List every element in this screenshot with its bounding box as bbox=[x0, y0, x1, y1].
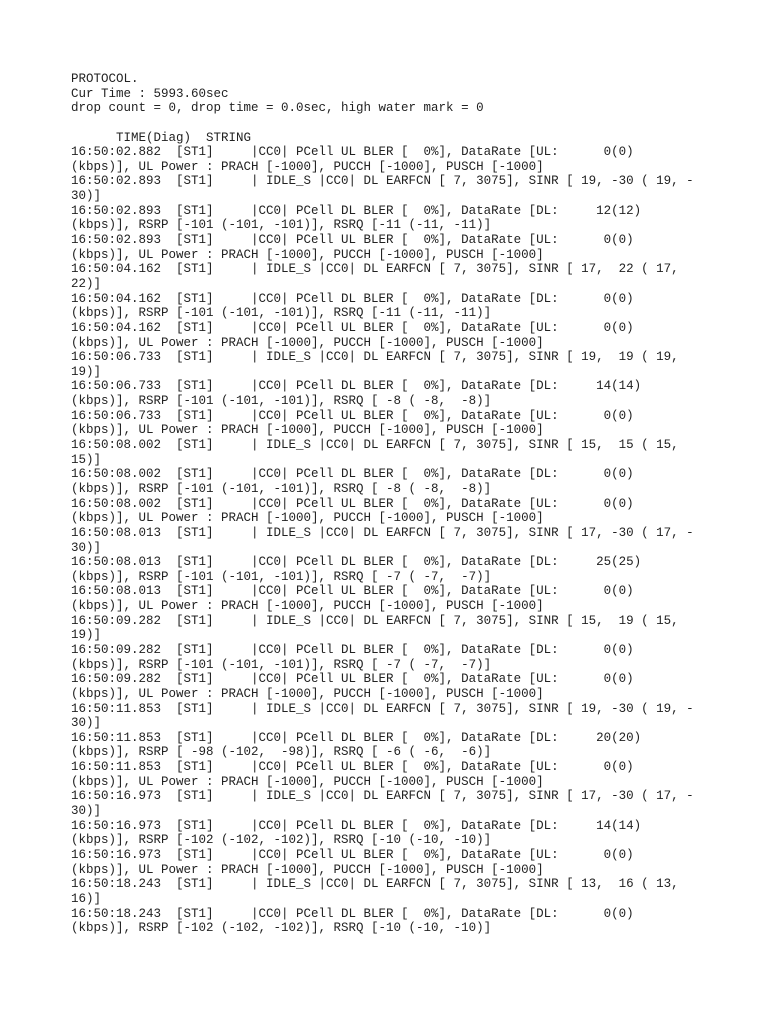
log-line: (kbps)], UL Power : PRACH [-1000], PUCCH [-1000], PUSCH [-1000] bbox=[71, 511, 544, 526]
log-line: (kbps)], UL Power : PRACH [-1000], PUCCH [-1000], PUSCH [-1000] bbox=[71, 335, 544, 350]
log-line: 16:50:02.893 [ST1] |CC0| PCell UL BLER [ 0%], DataRate [UL: 0(0) bbox=[71, 233, 634, 248]
log-line: 16:50:08.002 [ST1] | IDLE_S |CC0| DL EARFCN [ 7, 3075], SINR [ 15, 15 ( 15, bbox=[71, 438, 679, 453]
log-line: (kbps)], UL Power : PRACH [-1000], PUCCH [-1000], PUSCH [-1000] bbox=[71, 423, 544, 438]
cur-time-line: Cur Time : 5993.60sec bbox=[71, 86, 229, 101]
log-line: 30)] bbox=[71, 540, 102, 555]
log-line: 16:50:09.282 [ST1] |CC0| PCell DL BLER [ 0%], DataRate [DL: 0(0) bbox=[71, 642, 634, 657]
document-title: PROTOCOL. bbox=[71, 72, 139, 86]
log-line: (kbps)], RSRP [-101 (-101, -101)], RSRQ [-11 (-11, -11)] bbox=[71, 218, 492, 233]
log-line: 16:50:16.973 [ST1] | IDLE_S |CC0| DL EARFCN [ 7, 3075], SINR [ 17, -30 ( 17, - bbox=[71, 789, 694, 804]
log-line: 16:50:02.893 [ST1] |CC0| PCell DL BLER [ 0%], DataRate [DL: 12(12) bbox=[71, 203, 642, 218]
log-line: 16:50:08.013 [ST1] | IDLE_S |CC0| DL EARFCN [ 7, 3075], SINR [ 17, -30 ( 17, - bbox=[71, 525, 694, 540]
log-line: 16:50:11.853 [ST1] |CC0| PCell UL BLER [ 0%], DataRate [UL: 0(0) bbox=[71, 760, 634, 775]
log-line: 16:50:16.973 [ST1] |CC0| PCell UL BLER [ 0%], DataRate [UL: 0(0) bbox=[71, 847, 634, 862]
log-line: (kbps)], RSRP [-102 (-102, -102)], RSRQ [-10 (-10, -10)] bbox=[71, 921, 492, 936]
log-line: 16:50:02.893 [ST1] | IDLE_S |CC0| DL EARFCN [ 7, 3075], SINR [ 19, -30 ( 19, - bbox=[71, 174, 694, 189]
log-line: 16:50:16.973 [ST1] |CC0| PCell DL BLER [ 0%], DataRate [DL: 14(14) bbox=[71, 818, 642, 833]
log-line: 30)] bbox=[71, 189, 102, 204]
log-body bbox=[71, 145, 751, 936]
log-line: (kbps)], UL Power : PRACH [-1000], PUCCH [-1000], PUSCH [-1000] bbox=[71, 774, 544, 789]
log-line: 16:50:11.853 [ST1] | IDLE_S |CC0| DL EARFCN [ 7, 3075], SINR [ 19, -30 ( 19, - bbox=[71, 701, 694, 716]
log-line: 16:50:18.243 [ST1] |CC0| PCell DL BLER [ 0%], DataRate [DL: 0(0) bbox=[71, 906, 634, 921]
log-line: 16:50:08.002 [ST1] |CC0| PCell DL BLER [ 0%], DataRate [DL: 0(0) bbox=[71, 467, 634, 482]
log-line: (kbps)], RSRP [ -98 (-102, -98)], RSRQ [ -6 ( -6, -6)] bbox=[71, 745, 492, 760]
log-line: 16:50:18.243 [ST1] | IDLE_S |CC0| DL EARFCN [ 7, 3075], SINR [ 13, 16 ( 13, bbox=[71, 877, 679, 892]
log-line: (kbps)], UL Power : PRACH [-1000], PUCCH [-1000], PUSCH [-1000] bbox=[71, 686, 544, 701]
log-line: 16:50:09.282 [ST1] |CC0| PCell UL BLER [ 0%], DataRate [UL: 0(0) bbox=[71, 672, 634, 687]
column-header: TIME(Diag) STRING bbox=[71, 130, 252, 145]
log-line: 19)] bbox=[71, 628, 102, 643]
log-line: (kbps)], RSRP [-101 (-101, -101)], RSRQ [-11 (-11, -11)] bbox=[71, 306, 492, 321]
drop-info-line: drop count = 0, drop time = 0.0sec, high water mark = 0 bbox=[71, 101, 484, 116]
log-line: 16)] bbox=[71, 891, 102, 906]
log-line: 16:50:04.162 [ST1] |CC0| PCell DL BLER [ 0%], DataRate [DL: 0(0) bbox=[71, 291, 634, 306]
log-line: (kbps)], UL Power : PRACH [-1000], PUCCH [-1000], PUSCH [-1000] bbox=[71, 862, 544, 877]
log-line: (kbps)], UL Power : PRACH [-1000], PUCCH [-1000], PUSCH [-1000] bbox=[71, 599, 544, 614]
log-line: (kbps)], UL Power : PRACH [-1000], PUCCH [-1000], PUSCH [-1000] bbox=[71, 247, 544, 262]
log-line: 16:50:08.002 [ST1] |CC0| PCell UL BLER [ 0%], DataRate [UL: 0(0) bbox=[71, 496, 634, 511]
log-line: 16:50:11.853 [ST1] |CC0| PCell DL BLER [ 0%], DataRate [DL: 20(20) bbox=[71, 730, 642, 745]
log-line: (kbps)], RSRP [-101 (-101, -101)], RSRQ [ -7 ( -7, -7)] bbox=[71, 657, 492, 672]
log-line: (kbps)], RSRP [-102 (-102, -102)], RSRQ [-10 (-10, -10)] bbox=[71, 833, 492, 848]
log-line: 16:50:06.733 [ST1] |CC0| PCell UL BLER [ 0%], DataRate [UL: 0(0) bbox=[71, 408, 634, 423]
protocol-log-document bbox=[71, 72, 751, 936]
log-line: 16:50:06.733 [ST1] |CC0| PCell DL BLER [ 0%], DataRate [DL: 14(14) bbox=[71, 379, 642, 394]
log-line: (kbps)], UL Power : PRACH [-1000], PUCCH [-1000], PUSCH [-1000] bbox=[71, 159, 544, 174]
log-line: 16:50:06.733 [ST1] | IDLE_S |CC0| DL EARFCN [ 7, 3075], SINR [ 19, 19 ( 19, bbox=[71, 350, 679, 365]
log-line: (kbps)], RSRP [-101 (-101, -101)], RSRQ [ -8 ( -8, -8)] bbox=[71, 481, 492, 496]
log-line: 22)] bbox=[71, 276, 102, 291]
log-line: (kbps)], RSRP [-101 (-101, -101)], RSRQ [ -7 ( -7, -7)] bbox=[71, 569, 492, 584]
log-line: 16:50:04.162 [ST1] | IDLE_S |CC0| DL EARFCN [ 7, 3075], SINR [ 17, 22 ( 17, bbox=[71, 262, 679, 277]
log-line: 16:50:02.882 [ST1] |CC0| PCell UL BLER [ 0%], DataRate [UL: 0(0) bbox=[71, 145, 634, 160]
log-line: 19)] bbox=[71, 364, 102, 379]
log-line: (kbps)], RSRP [-101 (-101, -101)], RSRQ [ -8 ( -8, -8)] bbox=[71, 394, 492, 409]
log-line: 30)] bbox=[71, 804, 102, 819]
log-line: 16:50:09.282 [ST1] | IDLE_S |CC0| DL EARFCN [ 7, 3075], SINR [ 15, 19 ( 15, bbox=[71, 613, 679, 628]
blank-line bbox=[71, 116, 751, 131]
log-line: 15)] bbox=[71, 452, 102, 467]
log-line: 16:50:08.013 [ST1] |CC0| PCell UL BLER [ 0%], DataRate [UL: 0(0) bbox=[71, 584, 634, 599]
log-line: 16:50:08.013 [ST1] |CC0| PCell DL BLER [ 0%], DataRate [DL: 25(25) bbox=[71, 555, 642, 570]
log-line: 16:50:04.162 [ST1] |CC0| PCell UL BLER [ 0%], DataRate [UL: 0(0) bbox=[71, 320, 634, 335]
log-line: 30)] bbox=[71, 716, 102, 731]
